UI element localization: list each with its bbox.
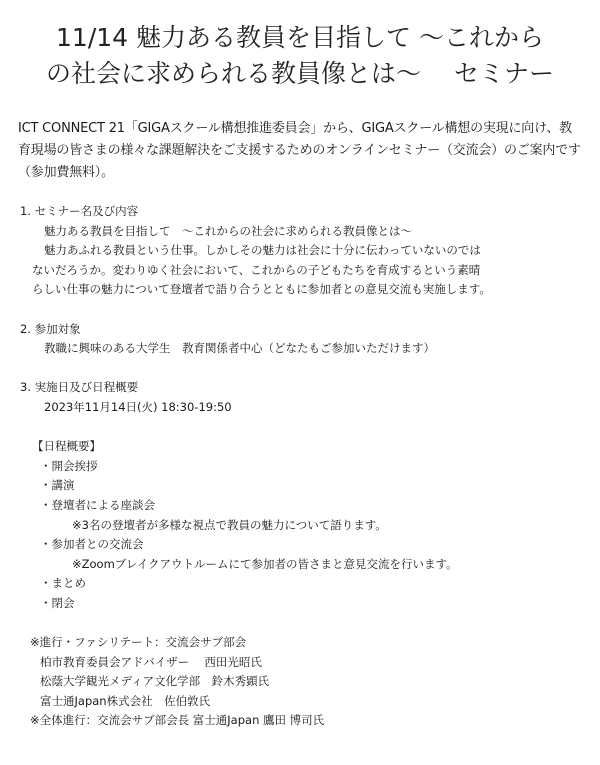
page-title-line-2: の社会に求められる教員像とは〜 セミナー — [46, 59, 554, 88]
facilitator-3: 富士通Japan株式会社 佐伯敦氏 — [40, 693, 211, 708]
overall-moderator: ※全体進行：交流会サブ部会長 富士通Japan 鷹田 博司氏 — [30, 713, 325, 728]
page-title — [0, 0, 600, 92]
intro-line-3: （参加費無料）。 — [18, 165, 114, 180]
section-1-line-1: 魅力ある教員を目指して 〜これからの社会に求められる教員像とは〜 — [44, 223, 412, 238]
schedule-item-summary: ・まとめ — [40, 576, 86, 591]
section-1-line-3: ないだろうか。変わりゆく社会において、これからの子どもたちを育成するという素晴 — [32, 262, 481, 277]
facilitator-heading: ※進行・ファシリテート：交流会サブ部会 — [30, 635, 247, 650]
spacer — [0, 613, 600, 633]
section-3-heading: 3. 実施日及び日程概要 — [20, 380, 139, 395]
intro-line-1: ICT CONNECT 21「GIGAスクール構想推進委員会」から、GIGAスクール構想の実現に向け、教 — [18, 121, 572, 136]
schedule-item-closing: ・閉会 — [40, 595, 75, 610]
schedule-note-exchange: ※Zoomブレイクアウトルームにて参加者の皆さまと意見交流を行います。 — [72, 556, 458, 571]
section-1-line-4: らしい仕事の魅力について登壇者で語り合うとともに参加者との意見交流も実施します。 — [32, 282, 491, 297]
intro-line-2: 育現場の皆さまの様々な課題解決をご支援するためのオンラインセミナー（交流会）のご案内です — [18, 143, 581, 158]
spacer — [0, 300, 600, 320]
schedule-item-exchange: ・参加者との交流会 — [40, 537, 144, 552]
seminar-details — [0, 202, 600, 731]
schedule-item-lecture: ・講演 — [40, 478, 75, 493]
schedule-item-opening: ・開会挨拶 — [40, 458, 98, 473]
section-1-line-2: 魅力あふれる教員という仕事。しかしその魅力は社会に十分に伝わっていないのでは — [44, 243, 481, 258]
section-2-line-1: 教職に興味のある大学生 教育関係者中心（どなたもご参加いただけます） — [44, 341, 435, 356]
schedule-note-panel: ※3名の登壇者が多様な視点で教員の魅力について語ります。 — [72, 517, 387, 532]
intro-paragraph — [18, 118, 590, 184]
spacer — [0, 359, 600, 379]
facilitator-1: 柏市教育委員会アドバイザー 西田光昭氏 — [40, 654, 262, 669]
section-1-heading: 1. セミナー名及び内容 — [20, 204, 139, 218]
section-2-heading: 2. 参加対象 — [20, 321, 81, 336]
schedule-item-panel: ・登壇者による座談会 — [40, 497, 155, 512]
schedule-heading: 【日程概要】 — [32, 439, 101, 454]
facilitator-2: 松蔭大学観光メディア文化学部 鈴木秀顕氏 — [40, 674, 270, 689]
page-title-line-1: 11/14 魅力ある教員を目指して 〜これから — [56, 23, 544, 52]
spacer — [0, 418, 600, 438]
section-3-line-1: 2023年11月14日(火) 18:30-19:50 — [44, 399, 232, 414]
